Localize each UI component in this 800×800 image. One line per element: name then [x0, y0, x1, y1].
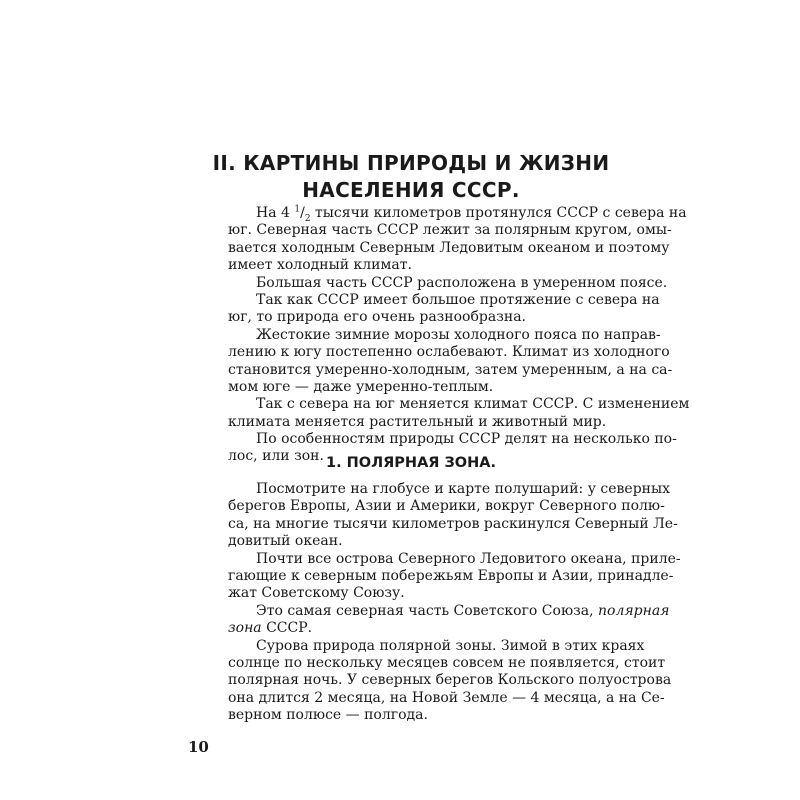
- text-line: Большая часть СССР расположена в умеренном поясе.: [256, 274, 668, 291]
- paragraph: [200, 602, 670, 638]
- text-line: верном полюсе — полгода.: [228, 707, 428, 724]
- page-number: 10: [188, 738, 209, 756]
- text-line: юг, то природа его очень разнообразна.: [228, 309, 526, 326]
- text-line: Почти все острова Северного Ледовитого океана, приле-: [256, 550, 681, 567]
- text-line: зона СССР.: [228, 620, 313, 637]
- text-line: имеет холодный климат.: [228, 257, 412, 274]
- text-line: довитый океан.: [228, 533, 343, 550]
- text-line: са, на многие тысячи километров раскинулся Северный Ле-: [228, 515, 678, 532]
- text-line: На 4 $^1/_2$ тысячи километров протянулся СССР с севера на: [256, 204, 687, 224]
- fraction: $^1/_2$: [294, 204, 311, 224]
- emphasis: полярная: [598, 602, 670, 619]
- text-line: полярная ночь. У северных берегов Кольского полуострова: [228, 672, 672, 689]
- text-line: мом юге — даже умеренно-теплым.: [228, 378, 494, 395]
- chapter-title-line-1: II. КАРТИНЫ ПРИРОДЫ И ЖИЗНИ: [212, 151, 610, 175]
- text-line: По особенностям природы СССР делят на несколько по-: [256, 431, 677, 448]
- paragraph: [200, 204, 687, 275]
- section-title: 1. ПОЛЯРНАЯ ЗОНА.: [325, 455, 496, 471]
- text-line: солнце по нескольку месяцев совсем не появляется, стоит: [228, 654, 666, 671]
- text-line: Посмотрите на глобусе и карте полушарий: у северных: [256, 481, 671, 497]
- text-line: Так с севера на юг меняется климат СССР. С изменением: [256, 396, 690, 413]
- text-line: лению к югу постепенно ослабевают. Климат из холодного: [228, 344, 670, 361]
- text-line: климата меняется растительный и животный мир.: [228, 413, 607, 430]
- text-line: она длится 2 месяца, на Новой Земле — 4 месяца, а на Се-: [228, 689, 665, 706]
- text-line: Так как СССР имеет большое протяжение с севера на: [256, 291, 660, 308]
- polar-zone-text: [200, 481, 681, 724]
- chapter-title: [200, 150, 622, 204]
- text-line: становится умеренно-холодным, затем умеренным, а на са-: [228, 361, 673, 378]
- paragraph: [200, 396, 690, 431]
- emphasis: зона: [228, 620, 262, 637]
- text-line: вается холодным Северным Ледовитым океаном и поэтому: [228, 239, 670, 256]
- text-line: жат Советскому Союзу.: [228, 585, 405, 602]
- text-line: Сурова природа полярной зоны. Зимой в этих краях: [256, 637, 645, 654]
- paragraph: [200, 274, 668, 292]
- paragraph: [200, 550, 681, 603]
- text-line: Это самая северная часть Советского Союза, полярная: [256, 602, 670, 619]
- paragraph: [200, 481, 678, 551]
- text-line: юг. Северная часть СССР лежит за полярным кругом, омы-: [228, 222, 672, 239]
- text-line: берегов Европы, Азии и Америки, вокруг Северного полю-: [228, 498, 665, 515]
- paragraph: [200, 637, 672, 725]
- chapter-title-line-2: НАСЕЛЕНИЯ СССР.: [302, 178, 520, 202]
- paragraph: [200, 326, 673, 397]
- text-line: лос, или зон.: [228, 448, 324, 465]
- paragraph: [200, 291, 660, 327]
- intro-text: [200, 204, 690, 466]
- text-line: гающие к северным побережьям Европы и Азии, принадле-: [228, 567, 674, 584]
- text-line: Жестокие зимние морозы холодного пояса по направ-: [256, 326, 661, 343]
